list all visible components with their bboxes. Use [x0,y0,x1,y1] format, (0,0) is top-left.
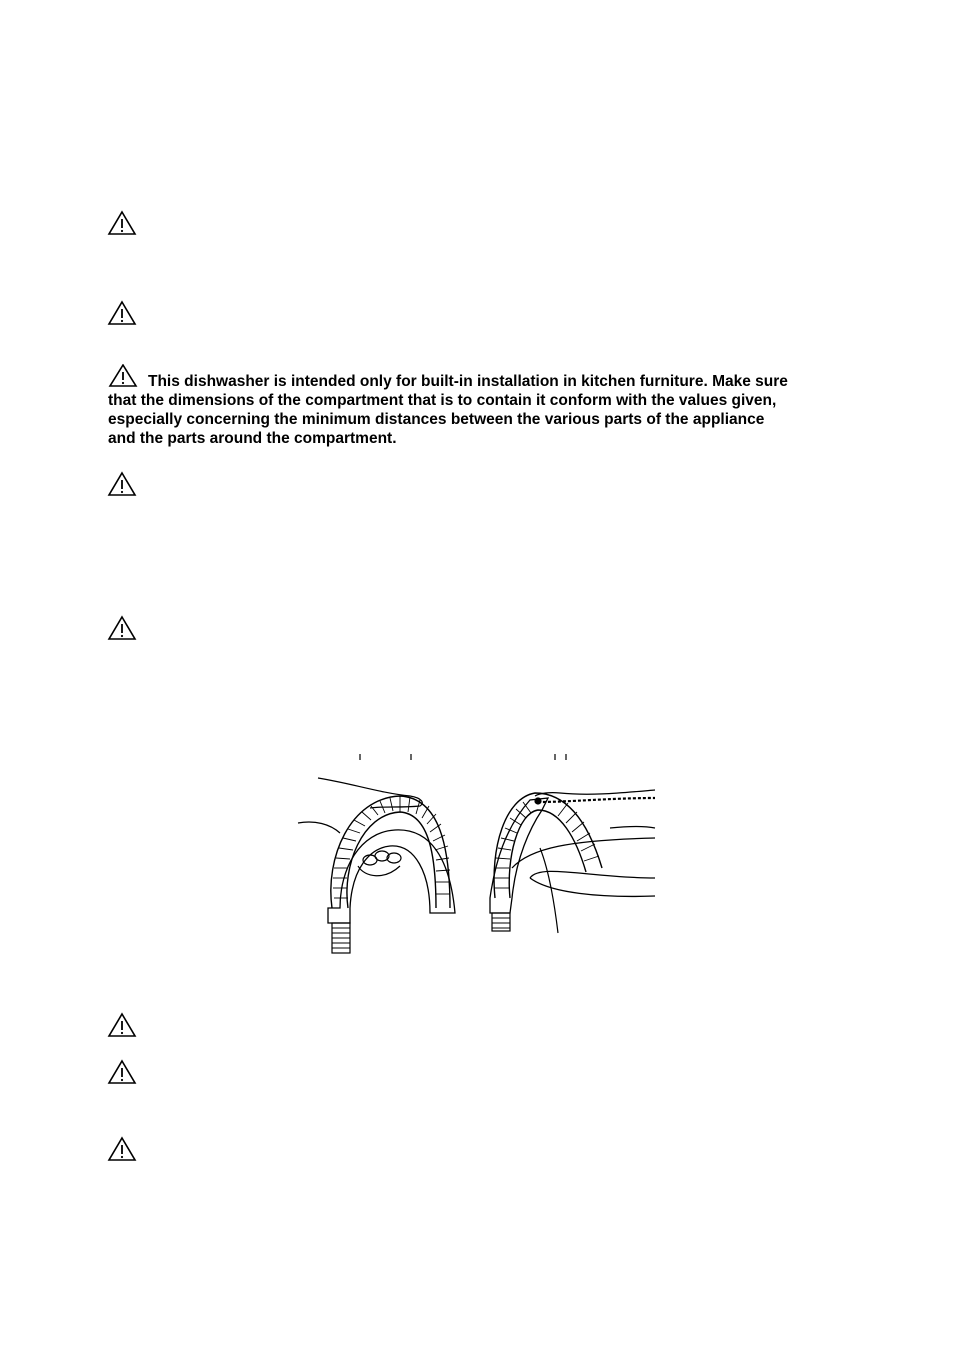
warning-paragraph [108,364,788,448]
warning-triangle-icon [107,1136,137,1162]
warning-triangle-icon [107,615,137,641]
warning-triangle-icon [107,210,137,236]
warning-triangle-icon [108,364,138,388]
warning-triangle-icon [107,1059,137,1085]
warning-triangle-icon [107,300,137,326]
warning-triangle-icon [107,471,137,497]
hose-bend-illustration [290,748,660,958]
warning-paragraph-text: This dishwasher is intended only for built-in installation in kitchen furniture. Make sure that the dimensions of the compartment that is to contain it conform with the values given, especially concerning the minimum distances between the various parts of the appliance and the parts around the compartment. [108,373,788,447]
warning-triangle-icon [107,1012,137,1038]
